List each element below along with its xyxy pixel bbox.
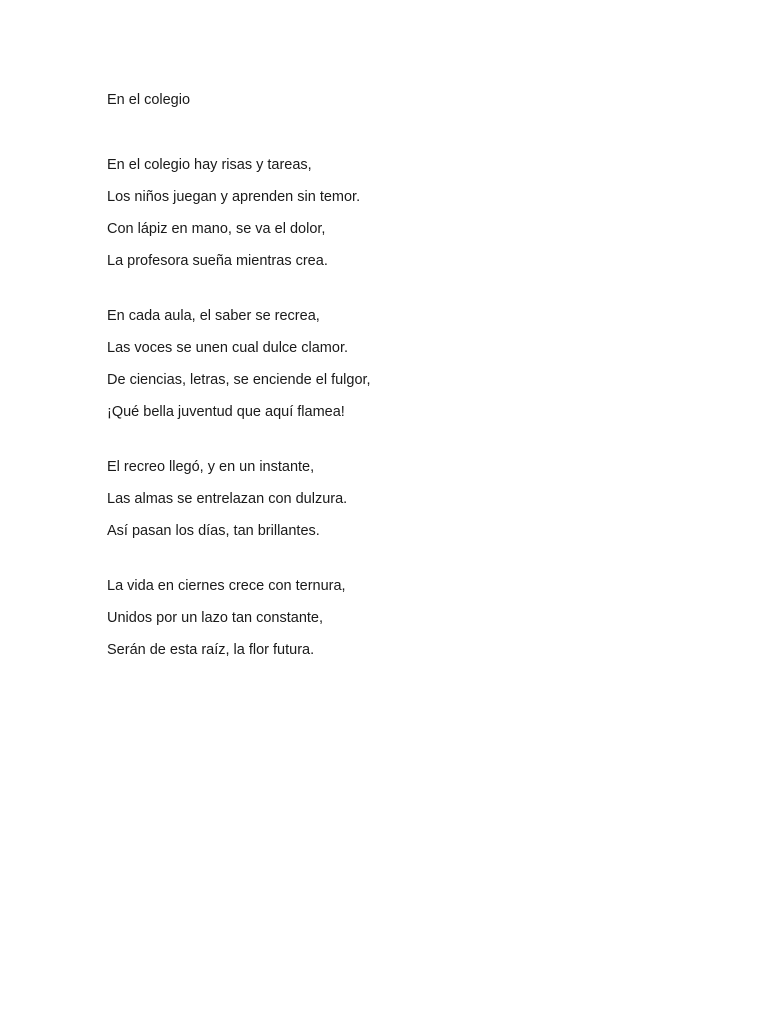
- poem-line: La vida en ciernes crece con ternura,: [107, 578, 346, 594]
- document-page: [107, 89, 707, 661]
- poem-line: Las almas se entrelazan con dulzura.: [107, 491, 348, 507]
- poem-line: Unidos por un lazo tan constante,: [107, 610, 324, 626]
- poem-line: Las voces se unen cual dulce clamor.: [107, 340, 348, 356]
- poem-line: En cada aula, el saber se recrea,: [107, 308, 320, 324]
- poem-line: Los niños juegan y aprenden sin temor.: [107, 189, 361, 205]
- poem-line: De ciencias, letras, se enciende el fulgor,: [107, 372, 371, 388]
- stanza-1: [107, 154, 707, 272]
- poem-line: ¡Qué bella juventud que aquí flamea!: [107, 404, 345, 420]
- stanza-3: [107, 456, 707, 542]
- poem-line: El recreo llegó, y en un instante,: [107, 459, 315, 475]
- poem-line: En el colegio hay risas y tareas,: [107, 157, 312, 173]
- stanza-4: [107, 575, 707, 661]
- poem-line: Con lápiz en mano, se va el dolor,: [107, 221, 326, 237]
- stanza-2: [107, 305, 707, 423]
- poem-line: Serán de esta raíz, la flor futura.: [107, 642, 315, 658]
- poem-title: En el colegio: [107, 92, 191, 108]
- poem-line: Así pasan los días, tan brillantes.: [107, 523, 320, 539]
- poem-line: La profesora sueña mientras crea.: [107, 253, 328, 269]
